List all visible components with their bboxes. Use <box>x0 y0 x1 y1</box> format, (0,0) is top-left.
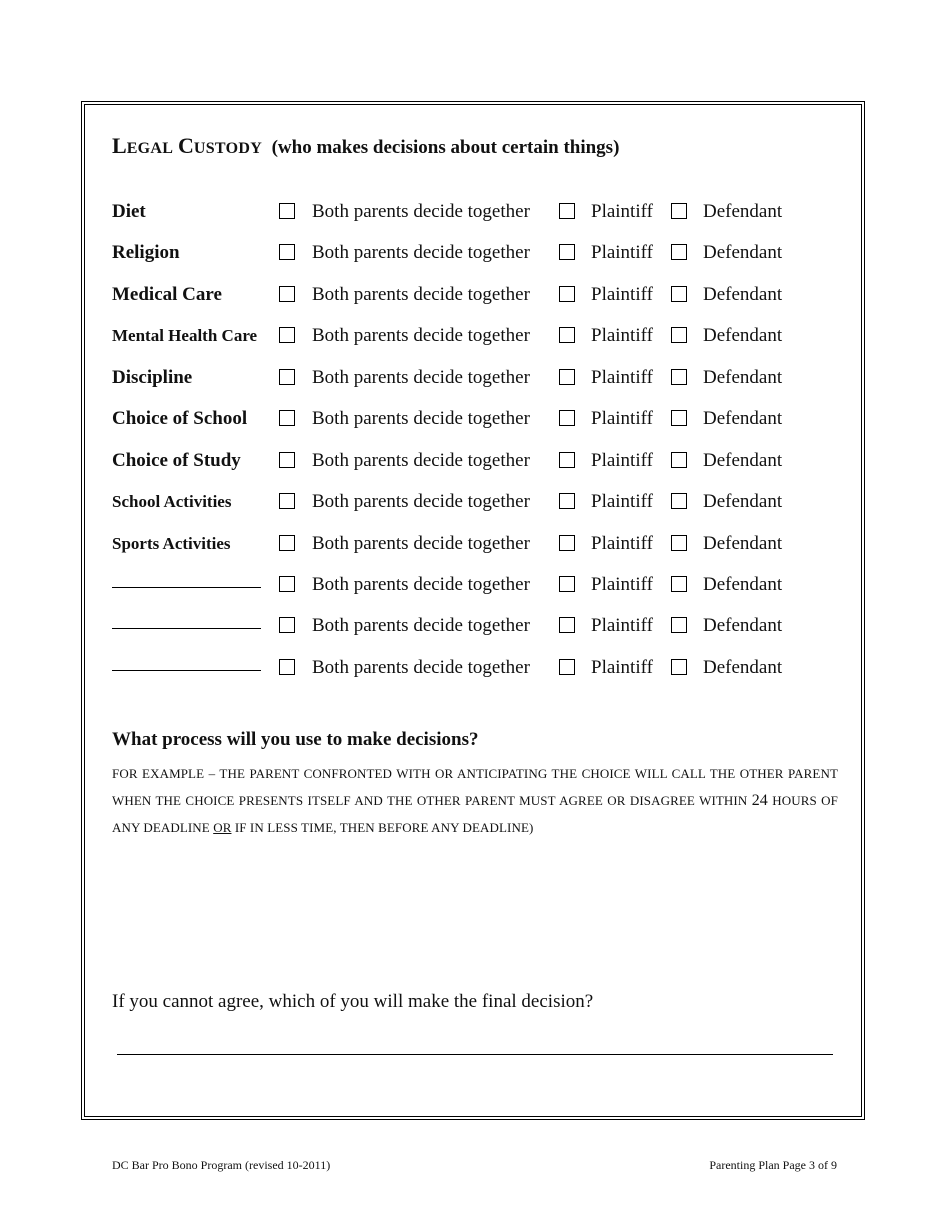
row-subject: Sports Activities <box>112 534 231 553</box>
plaintiff-checkbox[interactable] <box>559 659 575 675</box>
plaintiff-label: Plaintiff <box>591 408 653 429</box>
defendant-checkbox[interactable] <box>671 410 687 426</box>
plaintiff-checkbox[interactable] <box>559 244 575 260</box>
row-subject: Diet <box>112 201 146 222</box>
together-checkbox[interactable] <box>279 493 295 509</box>
plaintiff-checkbox[interactable] <box>559 576 575 592</box>
plaintiff-checkbox[interactable] <box>559 203 575 219</box>
together-label: Both parents decide together <box>312 242 530 263</box>
together-label: Both parents decide together <box>312 367 530 388</box>
defendant-checkbox[interactable] <box>671 576 687 592</box>
together-checkbox[interactable] <box>279 576 295 592</box>
defendant-checkbox[interactable] <box>671 244 687 260</box>
together-label: Both parents decide together <box>312 284 530 305</box>
plaintiff-checkbox[interactable] <box>559 327 575 343</box>
row-subject-blank-line[interactable] <box>112 587 261 588</box>
plaintiff-checkbox[interactable] <box>559 493 575 509</box>
defendant-label: Defendant <box>703 242 783 263</box>
footer-program: DC Bar Pro Bono Program (revised 10-2011) <box>112 1158 331 1172</box>
defendant-label: Defendant <box>703 450 783 471</box>
section-subtitle: (who makes decisions about certain things) <box>271 137 620 158</box>
plaintiff-label: Plaintiff <box>591 242 653 263</box>
row-subject: Religion <box>112 242 180 263</box>
plaintiff-label: Plaintiff <box>591 367 653 388</box>
defendant-checkbox[interactable] <box>671 493 687 509</box>
together-checkbox[interactable] <box>279 203 295 219</box>
plaintiff-checkbox[interactable] <box>559 286 575 302</box>
together-checkbox[interactable] <box>279 617 295 633</box>
defendant-checkbox[interactable] <box>671 452 687 468</box>
custody-row <box>112 656 812 680</box>
row-subject: Choice of School <box>112 408 248 429</box>
defendant-label: Defendant <box>703 533 783 554</box>
plaintiff-checkbox[interactable] <box>559 452 575 468</box>
together-label: Both parents decide together <box>312 657 530 678</box>
defendant-checkbox[interactable] <box>671 659 687 675</box>
defendant-label: Defendant <box>703 284 783 305</box>
plaintiff-label: Plaintiff <box>591 325 653 346</box>
defendant-checkbox[interactable] <box>671 535 687 551</box>
custody-row <box>112 324 812 348</box>
row-subject-blank-line[interactable] <box>112 628 261 629</box>
defendant-label: Defendant <box>703 325 783 346</box>
together-label: Both parents decide together <box>312 615 530 636</box>
defendant-label: Defendant <box>703 615 783 636</box>
custody-row <box>112 200 812 224</box>
final-decision-answer-line[interactable] <box>117 1054 833 1055</box>
section-heading: LEGAL CUSTODY (who makes decisions about certain things) <box>112 133 620 158</box>
custody-row <box>112 407 812 431</box>
custody-row <box>112 614 812 638</box>
together-checkbox[interactable] <box>279 452 295 468</box>
defendant-label: Defendant <box>703 574 783 595</box>
custody-row <box>112 532 812 556</box>
together-label: Both parents decide together <box>312 201 530 222</box>
custody-row <box>112 490 812 514</box>
row-subject: School Activities <box>112 492 232 511</box>
together-label: Both parents decide together <box>312 450 530 471</box>
row-subject: Discipline <box>112 367 193 388</box>
row-subject-blank-line[interactable] <box>112 670 261 671</box>
together-label: Both parents decide together <box>312 533 530 554</box>
defendant-checkbox[interactable] <box>671 617 687 633</box>
plaintiff-label: Plaintiff <box>591 657 653 678</box>
plaintiff-label: Plaintiff <box>591 574 653 595</box>
together-checkbox[interactable] <box>279 535 295 551</box>
together-checkbox[interactable] <box>279 410 295 426</box>
plaintiff-label: Plaintiff <box>591 201 653 222</box>
final-decision-question: If you cannot agree, which of you will make the final decision? <box>112 991 594 1012</box>
defendant-label: Defendant <box>703 408 783 429</box>
plaintiff-label: Plaintiff <box>591 491 653 512</box>
plaintiff-checkbox[interactable] <box>559 535 575 551</box>
custody-row <box>112 449 812 473</box>
together-label: Both parents decide together <box>312 408 530 429</box>
together-checkbox[interactable] <box>279 659 295 675</box>
defendant-label: Defendant <box>703 657 783 678</box>
process-question: What process will you use to make decisions? <box>112 729 479 750</box>
defendant-label: Defendant <box>703 491 783 512</box>
process-example: FOR EXAMPLE – THE PARENT CONFRONTED WITH OR ANTICIPATING THE CHOICE WILL CALL THE OTHER PARENT WHEN THE CHOICE PRESENTS ITSELF AND THE OTHER PARENT MUST AGREE OR DISAGREE WITHIN 24 HOURS OF ANY DEADLINE OR IF IN LESS TIME, THEN BEFORE ANY DEADLINE) <box>112 766 838 835</box>
together-label: Both parents decide together <box>312 325 530 346</box>
together-label: Both parents decide together <box>312 574 530 595</box>
defendant-checkbox[interactable] <box>671 203 687 219</box>
plaintiff-checkbox[interactable] <box>559 617 575 633</box>
defendant-label: Defendant <box>703 367 783 388</box>
defendant-checkbox[interactable] <box>671 327 687 343</box>
plaintiff-label: Plaintiff <box>591 533 653 554</box>
row-subject: Choice of Study <box>112 450 241 471</box>
together-checkbox[interactable] <box>279 286 295 302</box>
custody-row <box>112 283 812 307</box>
defendant-checkbox[interactable] <box>671 369 687 385</box>
defendant-checkbox[interactable] <box>671 286 687 302</box>
row-subject: Mental Health Care <box>112 326 258 345</box>
footer-page-number: Parenting Plan Page 3 of 9 <box>709 1158 837 1172</box>
defendant-label: Defendant <box>703 201 783 222</box>
together-label: Both parents decide together <box>312 491 530 512</box>
together-checkbox[interactable] <box>279 327 295 343</box>
plaintiff-checkbox[interactable] <box>559 369 575 385</box>
plaintiff-label: Plaintiff <box>591 284 653 305</box>
custody-row <box>112 573 812 597</box>
custody-row <box>112 241 812 265</box>
plaintiff-checkbox[interactable] <box>559 410 575 426</box>
row-subject: Medical Care <box>112 284 222 305</box>
together-checkbox[interactable] <box>279 244 295 260</box>
custody-row <box>112 366 812 390</box>
plaintiff-label: Plaintiff <box>591 450 653 471</box>
plaintiff-label: Plaintiff <box>591 615 653 636</box>
together-checkbox[interactable] <box>279 369 295 385</box>
